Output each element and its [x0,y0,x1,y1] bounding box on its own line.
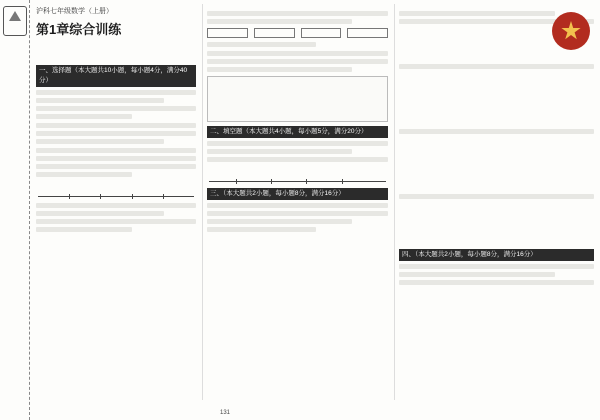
figure-box [207,76,388,122]
question-block [36,148,196,177]
section-three: 三、（本大题共2小题，每小题8分，满分16分） [207,188,388,200]
section-choice: 一、选择题（本大题共10小题，每小题4分，满分40分） [36,65,196,87]
question-block [207,51,388,122]
question-block [36,90,196,119]
right-column [394,4,598,400]
number-line [209,168,386,182]
flowchart [207,28,388,38]
section-fill: 二、填空题（本大题共4小题，每小题5分，满分20分） [207,126,388,138]
middle-column [202,4,392,400]
question-block [36,203,196,232]
question-block [399,194,594,199]
left-column [32,58,200,400]
publisher-logo [3,6,27,36]
brand-seal [552,12,590,50]
page-number: 131 [220,410,231,416]
question-block [207,11,388,47]
question-block [36,123,196,144]
question-block [207,141,388,162]
question-block [207,203,388,232]
page-title: 第1章综合训练 [36,22,122,37]
section-four: 四、（本大题共2小题，每小题8分，满分16分） [399,249,594,261]
header [36,6,196,58]
question-block [399,264,594,285]
binding-strip [0,0,30,420]
question-block [399,129,594,134]
question-block [399,64,594,69]
subject-label: 沪科七年级数学（上册） [36,8,113,15]
number-line [38,183,194,197]
